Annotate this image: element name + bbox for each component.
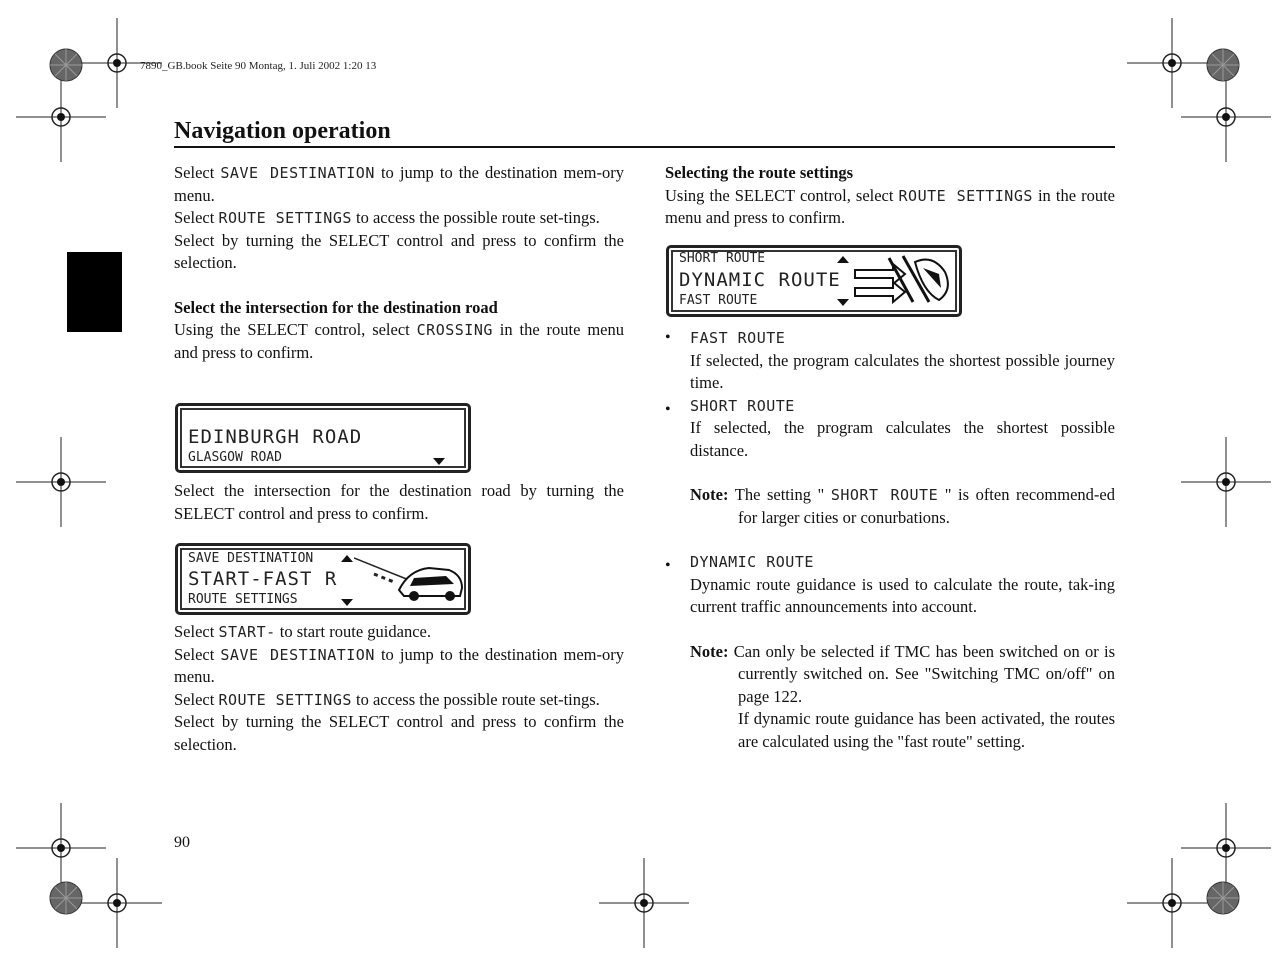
lcd-line: START-FAST R	[188, 568, 338, 590]
bullet-title: SHORT ROUTE	[690, 396, 795, 415]
triangle-up-icon	[837, 256, 849, 263]
bullet-title: DYNAMIC ROUTE	[690, 553, 814, 571]
registration-mark-icon	[16, 437, 106, 527]
paragraph: Using the SELECT control, select ROUTE SETTINGS in the route menu and press to confirm.	[665, 185, 1115, 227]
lcd-display-crossing	[175, 403, 471, 473]
registration-mark-icon	[599, 858, 689, 948]
lcd-line: ROUTE SETTINGS	[188, 592, 298, 607]
route-arrows-icon	[853, 252, 953, 308]
lcd-line: GLASGOW ROAD	[188, 450, 282, 465]
color-wheel-icon	[1207, 882, 1239, 914]
color-wheel-icon	[1207, 49, 1239, 81]
triangle-down-icon	[837, 299, 849, 306]
bullet-dot: •	[665, 401, 671, 418]
bullet-dot: •	[665, 329, 671, 346]
car-icon	[354, 550, 464, 605]
triangle-down-icon	[341, 599, 353, 606]
lcd-display-start	[175, 543, 471, 615]
color-wheel-icon	[50, 882, 82, 914]
paragraph: Select ROUTE SETTINGS to access the possible route set-tings.	[174, 208, 600, 227]
registration-mark-icon	[1181, 803, 1271, 893]
registration-mark-icon	[1127, 18, 1217, 108]
registration-mark-icon	[16, 803, 106, 893]
paragraph: Select SAVE DESTINATION to jump to the destination mem-ory menu.	[174, 644, 624, 686]
triangle-up-icon	[341, 555, 353, 562]
title-rule	[174, 146, 1115, 148]
paragraph: Select SAVE DESTINATION to jump to the destination mem-ory menu.	[174, 163, 624, 205]
paragraph: If selected, the program calculates the shortest possible distance.	[690, 418, 1115, 460]
page-number: 90	[174, 834, 190, 851]
lcd-line: EDINBURGH ROAD	[188, 426, 363, 448]
paragraph: If selected, the program calculates the shortest possible journey time.	[690, 350, 1115, 392]
section-heading: Select the intersection for the destination road	[174, 297, 498, 317]
registration-mark-icon	[1181, 72, 1271, 162]
left-column	[174, 162, 624, 364]
lcd-line: FAST ROUTE	[679, 293, 758, 308]
paragraph: Using the SELECT control, select CROSSING in the route menu and press to confirm.	[174, 320, 624, 362]
section-tab	[67, 252, 122, 332]
triangle-down-icon	[433, 458, 445, 465]
paragraph: Select START- to start route guidance.	[174, 622, 431, 641]
paragraph: Select ROUTE SETTINGS to access the possible route set-tings.	[174, 689, 600, 709]
paragraph: Select by turning the SELECT control and press to confirm the selection.	[174, 230, 624, 272]
registration-mark-icon	[16, 72, 106, 162]
registration-mark-icon	[1181, 437, 1271, 527]
bullet-dot: •	[665, 557, 671, 574]
file-header: 7890_GB.book Seite 90 Montag, 1. Juli 2002 1:20 13	[140, 60, 377, 72]
lcd-display-route-settings	[666, 245, 962, 317]
lcd-line: SAVE DESTINATION	[188, 551, 314, 566]
right-column-bullets	[690, 327, 1115, 753]
note-continuation: If dynamic route guidance has been activated, the routes are calculated using the "fast route" setting.	[738, 709, 1115, 751]
lcd-line: DYNAMIC ROUTE	[679, 269, 841, 291]
paragraph: Dynamic route guidance is used to calculate the route, tak-ing current traffic announcements into account.	[690, 574, 1115, 616]
paragraph: Select the intersection for the destination road by turning the SELECT control and press to confirm.	[174, 481, 624, 523]
note: Note: The setting " SHORT ROUTE " is often recommend-ed for larger cities or conurbations.	[690, 485, 1115, 527]
lcd-line: SHORT ROUTE	[679, 251, 766, 266]
bullet-title: FAST ROUTE	[690, 329, 786, 347]
section-heading: Selecting the route settings	[665, 163, 854, 182]
left-column-2	[174, 480, 624, 525]
note: Note: Can only be selected if TMC has been switched on or is currently switched on. See "Switching TMC on/off" on page 122.	[690, 641, 1115, 706]
page-title: Navigation operation	[174, 118, 391, 144]
left-column-3	[174, 621, 624, 756]
right-column	[665, 162, 1115, 230]
paragraph: Select by turning the SELECT control and press to confirm the selection.	[174, 712, 624, 754]
registration-mark-icon	[1127, 858, 1217, 948]
registration-mark-icon	[72, 858, 162, 948]
color-wheel-icon	[50, 49, 82, 81]
